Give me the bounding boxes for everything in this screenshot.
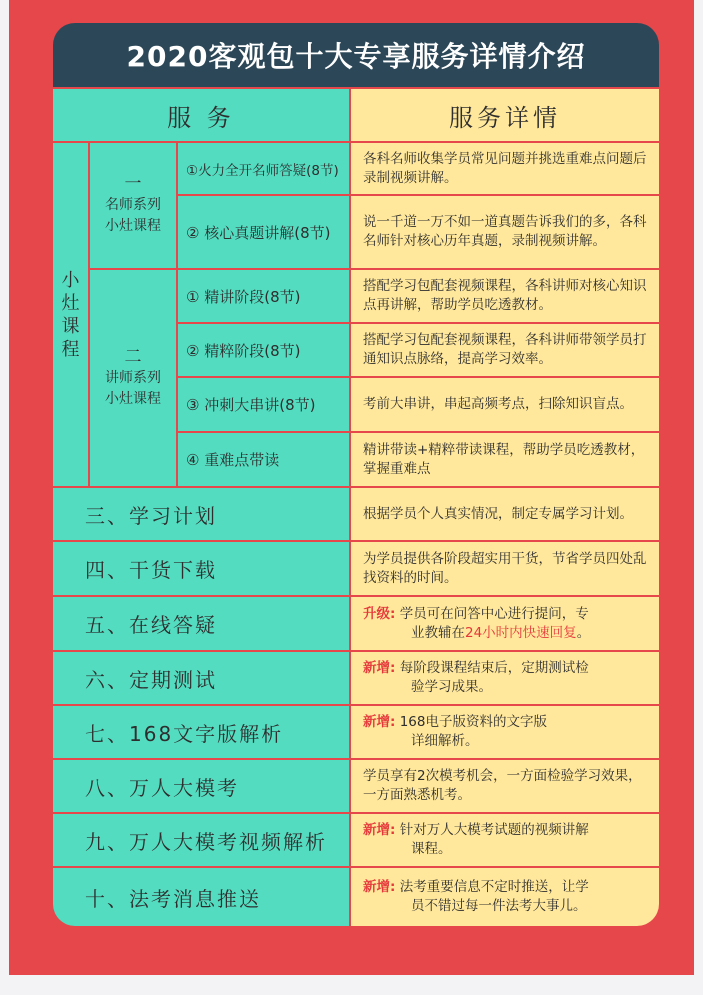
detail-row-download: 为学员提供各阶段超实用干货，节省学员四处乱找资料的时间。 <box>351 542 659 595</box>
service-row-mock-video: 九、万人大模考视频解析 <box>53 814 349 866</box>
detail-row-study-plan: 根据学员个人真实情况，制定专属学习计划。 <box>351 488 659 540</box>
sub-service-cell: ③ 冲刺大串讲(8节) <box>178 378 349 431</box>
service-row-download: 四、干货下载 <box>53 542 349 595</box>
service-row-news-push: 十、法考消息推送 <box>53 868 349 926</box>
sub-service-cell: ① 精讲阶段(8节) <box>178 270 349 322</box>
upgrade-tag: 升级: <box>363 605 396 622</box>
sub-detail-cell: 搭配学习包配套视频课程，各科讲师对核心知识点再讲解，帮助学员吃透教材。 <box>351 270 659 322</box>
poster-background <box>9 0 694 975</box>
detail-column-header: 服务详情 <box>351 89 659 141</box>
sub-service-cell: ② 精粹阶段(8节) <box>178 324 349 376</box>
group-label-xiaozao: 小 灶 课 程 <box>53 143 88 486</box>
service-row-text-analysis: 七、168文字版解析 <box>53 706 349 758</box>
highlight-text: 24小时内快速回复 <box>465 624 577 641</box>
sub-service-cell: ② 核心真题讲解(8节) <box>178 196 349 268</box>
new-tag: 新增: <box>363 714 396 730</box>
service-row-testing: 六、定期测试 <box>53 652 349 704</box>
service-row-online-qa: 五、在线答疑 <box>53 597 349 650</box>
detail-row-mock-exam: 学员享有2次模考机会，一方面检验学习效果，一方面熟悉机考。 <box>351 760 659 812</box>
new-tag: 新增: <box>363 822 396 838</box>
detail-row-mock-video: 新增: 针对万人大模考试题的视频讲解 课程。 <box>351 814 659 866</box>
new-tag: 新增: <box>363 660 396 676</box>
sub-detail-cell: 各科名师收集学员常见问题并挑选重难点问题后录制视频讲解。 <box>351 143 659 194</box>
sub-detail-cell: 考前大串讲，串起高频考点，扫除知识盲点。 <box>351 378 659 431</box>
page-title: 2020客观包十大专享服务详情介绍 <box>53 23 659 87</box>
new-tag: 新增: <box>363 879 396 895</box>
series-label-mingshi: 一 名师系列 小灶课程 <box>90 143 176 268</box>
sub-detail-cell: 搭配学习包配套视频课程，各科讲师带领学员打通知识点脉络，提高学习效率。 <box>351 324 659 376</box>
detail-row-text-analysis: 新增: 168电子版资料的文字版 详细解析。 <box>351 706 659 758</box>
sub-service-cell: ①火力全开名师答疑(8节) <box>178 143 349 194</box>
sub-detail-cell: 精讲带读+精粹带读课程，帮助学员吃透教材，掌握重难点 <box>351 433 659 486</box>
detail-row-news-push: 新增: 法考重要信息不定时推送，让学 员不错过每一件法考大事儿。 <box>351 868 659 926</box>
detail-row-testing: 新增: 每阶段课程结束后，定期测试检 验学习成果。 <box>351 652 659 704</box>
detail-row-online-qa: 升级: 学员可在问答中心进行提问，专 业教辅在24小时内快速回复。 <box>351 597 659 650</box>
service-row-study-plan: 三、学习计划 <box>53 488 349 540</box>
sub-service-cell: ④ 重难点带读 <box>178 433 349 486</box>
series-label-jiangshi: 二 讲师系列 小灶课程 <box>90 270 176 486</box>
sub-detail-cell: 说一千道一万不如一道真题告诉我们的多，各科名师针对核心历年真题，录制视频讲解。 <box>351 196 659 268</box>
service-row-mock-exam: 八、万人大模考 <box>53 760 349 812</box>
service-table-card <box>53 23 659 926</box>
service-column-header: 服 务 <box>53 89 349 141</box>
